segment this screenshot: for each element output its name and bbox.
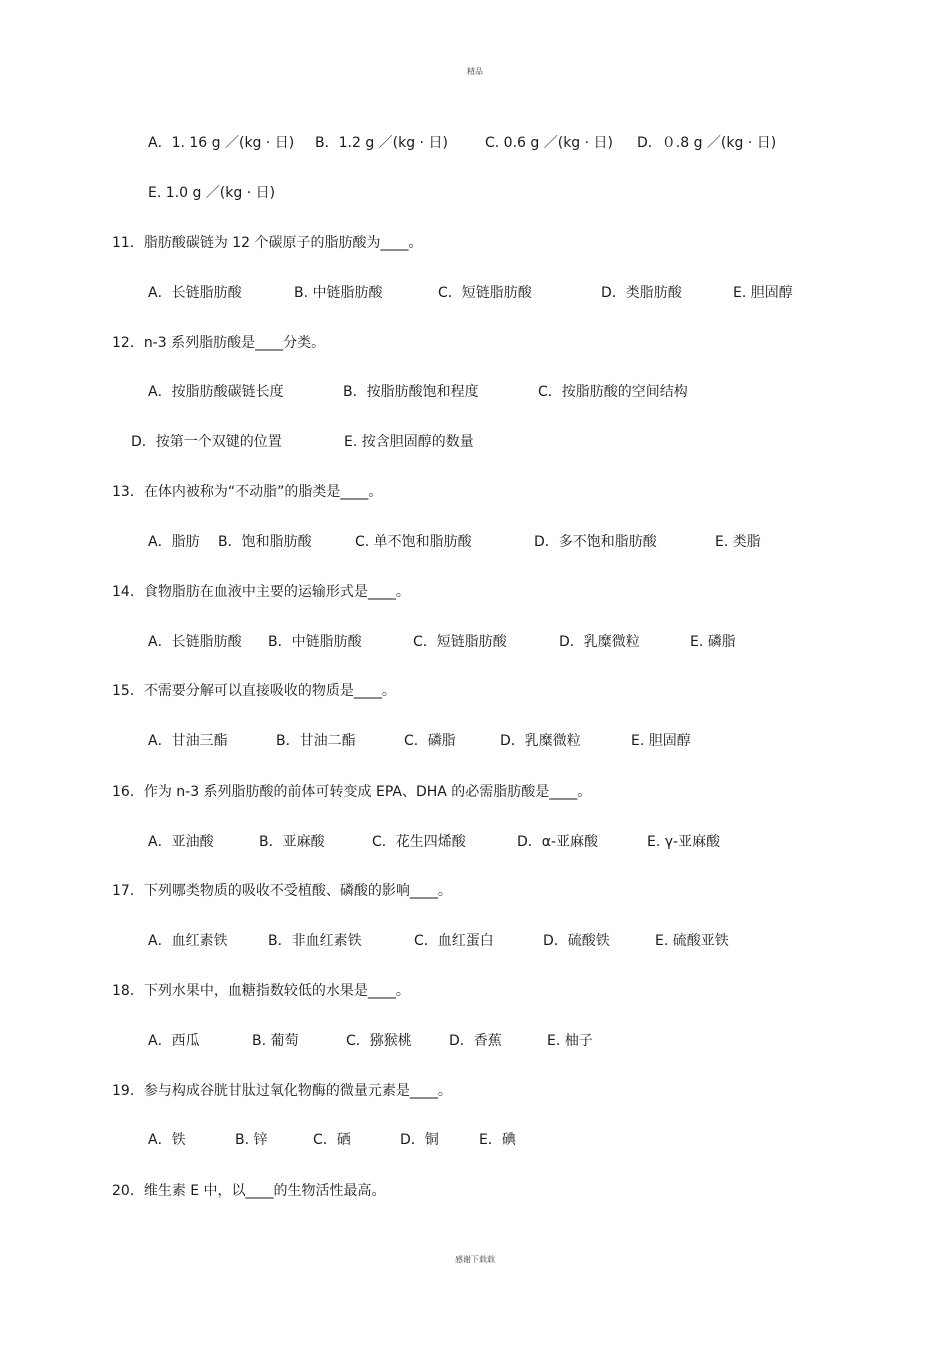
q10-option-a: A．1. 16 g ／(kg · 日)	[148, 135, 295, 151]
question-options-15	[0, 731, 950, 751]
q11-option-b: B. 中链脂肪酸	[294, 285, 383, 301]
q17-option-d: D．硫酸铁	[543, 933, 610, 949]
q10-option-b: B．1.2 g ／(kg · 日)	[315, 135, 448, 151]
question-options-13	[0, 532, 950, 552]
q16-option-c: C．花生四烯酸	[372, 834, 466, 850]
q19-option-d: D．铜	[400, 1132, 439, 1148]
q13-option-b: B．饱和脂肪酸	[218, 534, 312, 550]
q14-option-d: D．乳糜微粒	[559, 634, 640, 650]
q18-option-c: C．猕猴桃	[346, 1033, 412, 1049]
q12-option-d: D．按第一个双键的位置	[131, 434, 282, 450]
q11-option-c: C．短链脂肪酸	[438, 285, 532, 301]
q17-option-b: B．非血红素铁	[268, 933, 362, 949]
q15-option-a: A．甘油三酯	[148, 733, 228, 749]
q16-option-e: E. γ-亚麻酸	[647, 834, 721, 850]
q17-option-e: E. 硫酸亚铁	[655, 933, 729, 949]
q16-option-b: B．亚麻酸	[259, 834, 325, 850]
question-stem-19: 19．参与构成谷胱甘肽过氧化物酶的微量元素是____。	[112, 1083, 452, 1099]
q18-option-b: B. 葡萄	[252, 1033, 299, 1049]
q11-option-d: D．类脂肪酸	[601, 285, 682, 301]
question-options-12-row-1	[0, 382, 950, 402]
q18-option-d: D．香蕉	[449, 1033, 502, 1049]
question-options-16	[0, 832, 950, 852]
question-options-12-row-2	[0, 432, 950, 452]
question-options-18	[0, 1031, 950, 1051]
question-stem-13: 13．在体内被称为“不动脂”的脂类是____。	[112, 484, 383, 500]
question-options-11	[0, 283, 950, 303]
q17-option-a: A．血红素铁	[148, 933, 228, 949]
page-footer-mark: 感谢下载载	[455, 1255, 495, 1264]
question-stem-11: 11．脂肪酸碳链为 12 个碳原子的脂肪酸为____。	[112, 235, 423, 251]
question-stem-16: 16．作为 n-3 系列脂肪酸的前体可转变成 EPA、DHA 的必需脂肪酸是____。	[112, 784, 592, 800]
q10-option-e: E. 1.0 g ／(kg · 日)	[148, 185, 276, 201]
q18-option-e: E. 柚子	[547, 1033, 593, 1049]
q13-option-a: A．脂肪	[148, 534, 200, 550]
question-stem-12: 12．n-3 系列脂肪酸是____分类。	[112, 335, 326, 351]
q19-option-e: E．碘	[479, 1132, 516, 1148]
q14-option-e: E. 磷脂	[690, 634, 736, 650]
q13-option-c: C. 单不饱和脂肪酸	[355, 534, 472, 550]
q12-option-c: C．按脂肪酸的空间结构	[538, 384, 688, 400]
q15-option-b: B．甘油二酯	[276, 733, 356, 749]
q14-option-a: A．长链脂肪酸	[148, 634, 242, 650]
question-stem-20: 20．维生素 E 中，以____的生物活性最高。	[112, 1183, 386, 1199]
question-stem-17: 17．下列哪类物质的吸收不受植酸、磷酸的影响____。	[112, 883, 452, 899]
q14-option-b: B．中链脂肪酸	[268, 634, 362, 650]
q19-option-a: A．铁	[148, 1132, 186, 1148]
q11-option-e: E. 胆固醇	[733, 285, 793, 301]
q12-option-e: E. 按含胆固醇的数量	[344, 434, 474, 450]
q12-option-a: A．按脂肪酸碳链长度	[148, 384, 284, 400]
q17-option-c: C．血红蛋白	[414, 933, 494, 949]
q16-option-a: A．亚油酸	[148, 834, 214, 850]
q16-option-d: D．α-亚麻酸	[517, 834, 599, 850]
q10-option-c: C. 0.6 g ／(kg · 日)	[485, 135, 613, 151]
q10-option-d: D．０.8 g ／(kg · 日)	[637, 135, 777, 151]
q18-option-a: A．西瓜	[148, 1033, 200, 1049]
question-stem-18: 18．下列水果中，血糖指数较低的水果是____。	[112, 983, 410, 999]
question-options-19	[0, 1130, 950, 1150]
q14-option-c: C．短链脂肪酸	[413, 634, 507, 650]
question-stem-14: 14．食物脂肪在血液中主要的运输形式是____。	[112, 584, 410, 600]
question-stem-15: 15．不需要分解可以直接吸收的物质是____。	[112, 683, 396, 699]
q12-option-b: B．按脂肪酸饱和程度	[343, 384, 479, 400]
q15-option-c: C．磷脂	[404, 733, 456, 749]
page-header-mark: 精品	[467, 67, 483, 76]
q15-option-e: E. 胆固醇	[631, 733, 691, 749]
q10-options-row-1	[0, 133, 950, 153]
q15-option-d: D．乳糜微粒	[500, 733, 581, 749]
q13-option-d: D．多不饱和脂肪酸	[534, 534, 657, 550]
question-options-14	[0, 632, 950, 652]
q13-option-e: E. 类脂	[715, 534, 761, 550]
q19-option-c: C．硒	[313, 1132, 351, 1148]
q11-option-a: A．长链脂肪酸	[148, 285, 242, 301]
q19-option-b: B. 锌	[235, 1132, 268, 1148]
question-options-17	[0, 931, 950, 951]
